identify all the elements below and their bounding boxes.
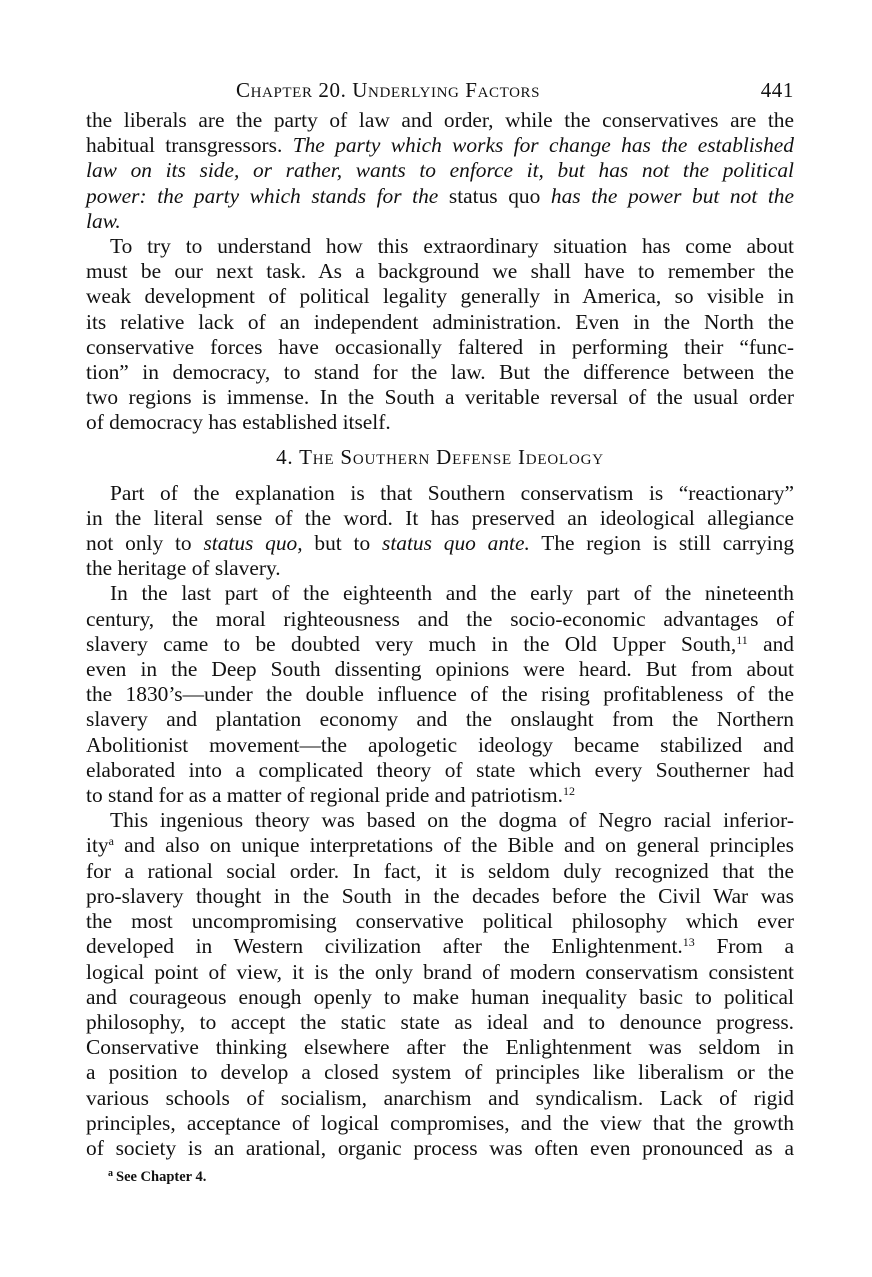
text-line: in the literal sense of the word. It has preserved an ideological allegiance bbox=[86, 505, 794, 530]
text-line: In the last part of the eighteenth and the early part of the nineteenth bbox=[110, 581, 794, 606]
text-line: the heritage of slavery. bbox=[86, 556, 281, 581]
chapter-title: Chapter 20. Underlying Factors bbox=[236, 78, 541, 102]
text-line: must be our next task. As a background we shall have to remember the bbox=[86, 259, 794, 284]
note-reference: 13 bbox=[682, 935, 695, 950]
text-line: conservative forces have occasionally faltered in performing their “func- bbox=[86, 334, 794, 359]
text-line: pro-slavery thought in the South in the decades before the Civil War was bbox=[86, 883, 794, 908]
footnote bbox=[86, 1165, 794, 1186]
text-line: its relative lack of an independent administration. Even in the North the bbox=[86, 309, 794, 334]
text-line: Abolitionist movement—the apologetic ideology became stabilized and bbox=[86, 732, 794, 757]
text-line: a position to develop a closed system of principles like liberalism or the bbox=[86, 1060, 794, 1085]
text-line: tion” in democracy, to stand for the law. But the difference between the bbox=[86, 360, 794, 385]
text-line: principles, acceptance of logical compromises, and the view that the growth bbox=[86, 1110, 794, 1135]
paragraph-5 bbox=[86, 808, 794, 1161]
text-line: two regions is immense. In the South a veritable reversal of the usual order bbox=[86, 385, 794, 410]
text-line: century, the moral righteousness and the socio-economic advantages of bbox=[86, 606, 794, 631]
text-line: for a rational social order. In fact, it is seldom duly recognized that the bbox=[86, 858, 794, 883]
book-page bbox=[86, 78, 794, 1186]
text-line: the most uncompromising conservative political philosophy which ever bbox=[86, 909, 794, 934]
text-line: even in the Deep South dissenting opinions were heard. But from about bbox=[86, 657, 794, 682]
footnote-text: See Chapter 4. bbox=[116, 1169, 207, 1186]
text-line: slavery and plantation economy and the onslaught from the Northern bbox=[86, 707, 794, 732]
text-line: various schools of socialism, anarchism and syndicalism. Lack of rigid bbox=[86, 1085, 794, 1110]
text-line: and courageous enough openly to make human inequality basic to political bbox=[86, 984, 794, 1009]
text-line: ity$^a$ and also on unique interpretations of the Bible and on general principles bbox=[86, 833, 794, 858]
paragraph-1 bbox=[86, 108, 794, 234]
text-line: habitual transgressors. The party which works for change has the established bbox=[86, 133, 794, 158]
text-line: philosophy, to accept the static state as ideal and to denounce progress. bbox=[86, 1009, 794, 1034]
note-reference: 11 bbox=[736, 632, 748, 647]
text-line: elaborated into a complicated theory of state which every Southerner had bbox=[86, 757, 794, 782]
text-line: To try to understand how this extraordinary situation has come about bbox=[110, 234, 794, 259]
text-line: the liberals are the party of law and order, while the conservatives are the bbox=[86, 108, 794, 132]
text-line: Conservative thinking elsewhere after the Enlightenment was seldom in bbox=[86, 1035, 794, 1060]
paragraph-3 bbox=[86, 481, 794, 582]
text-line: Part of the explanation is that Southern conservatism is “reactionary” bbox=[110, 480, 794, 505]
section-heading: 4. The Southern Defense Ideology bbox=[276, 444, 604, 469]
running-header bbox=[86, 78, 794, 108]
footnote-mark: a bbox=[108, 1168, 113, 1180]
page-number: 441 bbox=[760, 78, 794, 102]
paragraph-4 bbox=[86, 581, 794, 808]
text-line: logical point of view, it is the only brand of modern conservatism consistent bbox=[86, 959, 794, 984]
text-line: This ingenious theory was based on the dogma of Negro racial inferior- bbox=[110, 808, 794, 833]
paragraph-2 bbox=[86, 234, 794, 436]
text-line: slavery came to be doubted very much in the Old Upper South,$^{11}$ and bbox=[86, 631, 794, 656]
text-line: weak development of political legality generally in America, so visible in bbox=[86, 284, 794, 309]
note-reference: 12 bbox=[563, 783, 575, 798]
text-line: of democracy has established itself. bbox=[86, 410, 391, 435]
text-line: law on its side, or rather, wants to enforce it, but has not the political bbox=[86, 158, 794, 183]
body-text bbox=[86, 108, 794, 1161]
text-line: the 1830’s—under the double influence of the rising profitableness of the bbox=[86, 682, 794, 707]
text-line: of society is an arational, organic process was often even pronounced as a bbox=[86, 1135, 794, 1160]
text-line: not only to status quo, but to status quo ante. The region is still carrying bbox=[86, 531, 795, 556]
text-line: law. bbox=[86, 208, 121, 233]
text-line: power: the party which stands for the status quo has the power but not the bbox=[86, 183, 794, 208]
text-line: to stand for as a matter of regional pride and patriotism.$^{12}$ bbox=[86, 783, 575, 808]
text-line: developed in Western civilization after the Enlightenment.$^{13}$ From a bbox=[86, 934, 794, 959]
footnote-reference: a bbox=[108, 834, 114, 849]
